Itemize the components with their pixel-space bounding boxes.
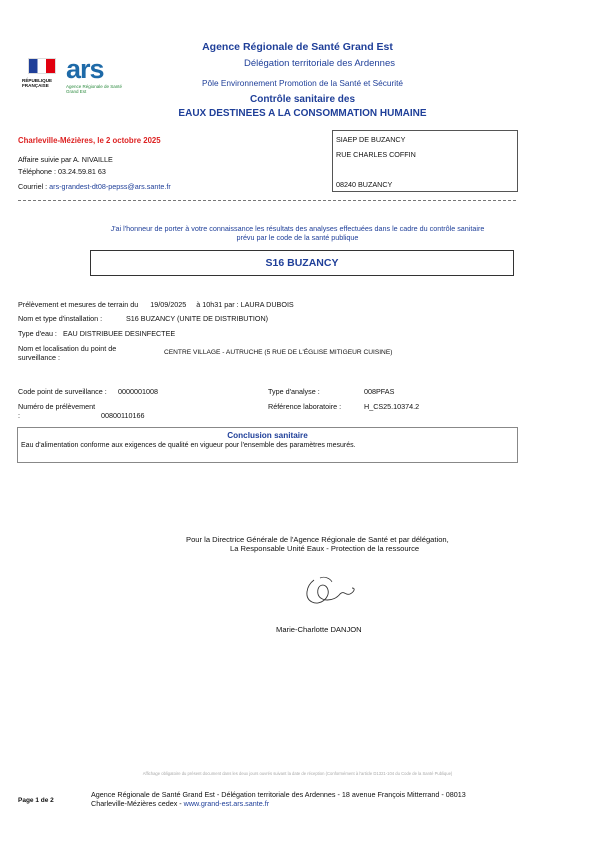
address-line-3: 08240 BUZANCY — [336, 180, 393, 189]
type-analyse-line — [268, 387, 394, 396]
type-eau-label: Type d'eau : — [18, 329, 57, 338]
courriel-label: Courriel : — [18, 182, 48, 191]
installation-title: S16 BUZANCY — [265, 257, 339, 269]
ref-label: Référence laboratoire : — [268, 402, 342, 411]
controle-title: Contrôle sanitaire des — [249, 94, 356, 105]
ars-logo-subtext: Agence Régionale de Santé Grand Est — [66, 84, 123, 94]
conclusion-title: Conclusion sanitaire — [227, 431, 308, 440]
intro-line-2: prévu par le code de la santé publique — [236, 233, 359, 242]
affaire-suivie: Affaire suivie par A. NIVAILLE — [18, 155, 113, 164]
pole-title: Pôle Environnement Promotion de la Santé et Sécurité — [201, 78, 404, 88]
agency-title: Agence Régionale de Santé Grand Est — [202, 41, 393, 53]
address-line-1: SIAEP DE BUZANCY — [336, 135, 406, 144]
signature-line-2: La Responsable Unité Eaux - Protection de la ressource — [230, 544, 420, 553]
type-analyse-value: 008PFAS — [364, 387, 395, 396]
conclusion-text: Eau d'alimentation conforme aux exigences de qualité en vigueur pour l'ensemble des paramètres mesurés. — [21, 442, 356, 449]
address-line-2: RUE CHARLES COFFIN — [336, 150, 416, 159]
ref-line — [268, 402, 419, 411]
installation-line — [18, 314, 268, 323]
eaux-title: EAUX DESTINEES A LA CONSOMMATION HUMAINE — [178, 108, 427, 119]
date-line: Charleville-Mézières, le 2 octobre 2025 — [18, 136, 161, 145]
intro-line-1: J'ai l'honneur de porter à votre connaissance les résultats des analyses effectuées dans le cadre du contrôle sanitaire — [110, 224, 485, 233]
handwritten-signature — [300, 572, 360, 612]
point-label: Nom et localisation du point de surveillance : — [18, 344, 117, 362]
courriel — [18, 182, 171, 191]
delegation-title: Délégation territoriale des Ardennes — [243, 58, 396, 69]
footer-disclaimer: Affichage obligatoire du présent document dans les deux jours ouvrés suivant la date de réception (Conformément à l'article D1321-104 du Code de la Santé Publique) — [142, 771, 453, 776]
type-eau-line — [18, 329, 175, 338]
footer-website-link[interactable]: www.grand-est.ars.sante.fr — [183, 799, 270, 808]
ars-logo-text: ars — [66, 54, 104, 84]
prelevement-line — [18, 300, 498, 309]
type-analyse-label: Type d'analyse : — [268, 387, 320, 396]
signature-scribble-icon — [300, 572, 360, 612]
prelevement-date: 19/09/2025 — [150, 300, 187, 309]
prelevement-time: à 10h31 par : LAURA DUBOIS — [196, 300, 294, 309]
address-box — [332, 130, 518, 192]
numero-label: Numéro de prélèvement : — [18, 402, 96, 420]
installation-label: Nom et type d'installation : — [18, 314, 103, 323]
code-value: 0000001008 — [118, 387, 158, 396]
type-eau-value: EAU DISTRIBUEE DESINFECTEE — [62, 329, 176, 338]
point-value: CENTRE VILLAGE - AUTRUCHE (5 RUE DE L'ÉGLISE MITIGEUR CUISINE) — [164, 349, 393, 356]
separator-line — [18, 200, 516, 201]
footer-address-2 — [91, 799, 269, 808]
code-line — [18, 387, 158, 396]
conclusion-box — [17, 427, 518, 463]
footer-city: Charleville-Mézières cedex - — [91, 799, 184, 808]
republique-text: RÉPUBLIQUE FRANÇAISE — [22, 78, 53, 88]
numero-line — [18, 402, 144, 420]
signature-line-1: Pour la Directrice Générale de l'Agence Régionale de Santé et par délégation, — [186, 535, 449, 544]
page-number: Page 1 de 2 — [18, 797, 54, 804]
installation-value: S16 BUZANCY (UNITE DE DISTRIBUTION) — [126, 314, 269, 323]
numero-value: 00800110166 — [101, 411, 145, 420]
ref-value: H_CS25.10374.2 — [364, 402, 420, 411]
code-label: Code point de surveillance : — [18, 387, 107, 396]
prelevement-label: Prélèvement et mesures de terrain du — [18, 300, 139, 309]
signatory-name: Marie-Charlotte DANJON — [276, 625, 362, 634]
telephone: Téléphone : 03.24.59.81 63 — [18, 167, 106, 176]
courriel-link[interactable]: ars-grandest-dt08-pepss@ars.sante.fr — [49, 182, 171, 191]
title-box — [90, 250, 514, 276]
footer-address-1: Agence Régionale de Santé Grand Est - Délégation territoriale des Ardennes - 18 avenue François Mitterrand - 08013 — [91, 790, 466, 799]
